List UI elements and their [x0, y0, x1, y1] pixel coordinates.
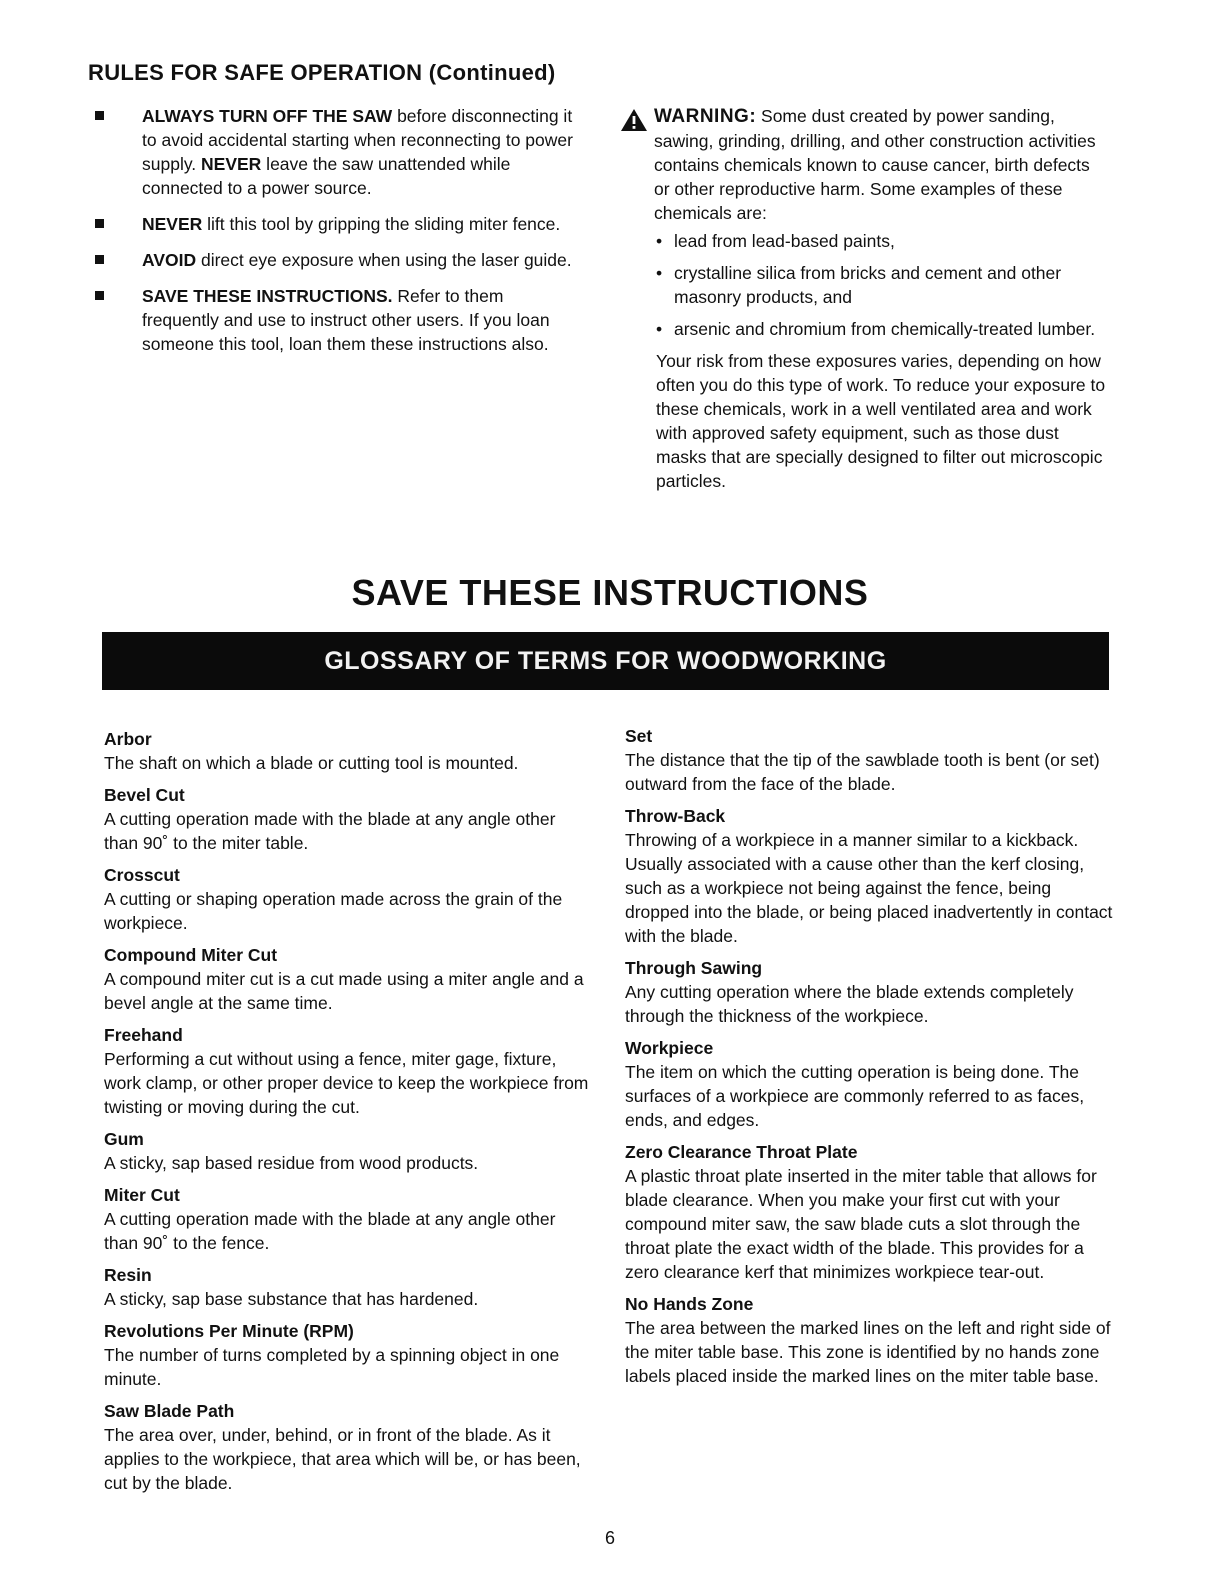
square-bullet-icon	[95, 291, 104, 300]
glossary-entry	[104, 783, 594, 855]
rule-body: lift this tool by gripping the sliding miter fence.	[202, 214, 561, 234]
section-heading: RULES FOR SAFE OPERATION (Continued)	[88, 60, 556, 85]
rule-text	[142, 248, 572, 272]
term-definition: The shaft on which a blade or cutting tool is mounted.	[104, 753, 519, 773]
save-instructions-title: SAVE THESE INSTRUCTIONS	[351, 572, 869, 613]
term-name: Throw-Back	[625, 806, 726, 826]
rule-emphasis: SAVE THESE INSTRUCTIONS.	[142, 286, 393, 306]
glossary-column-right	[625, 724, 1120, 1396]
rule-text	[142, 212, 560, 236]
square-bullet-icon	[95, 111, 104, 120]
term-definition: The number of turns completed by a spinning object in one minute.	[104, 1345, 560, 1389]
term-name: Arbor	[104, 729, 152, 749]
safety-rules-list	[95, 104, 585, 368]
term-name: Through Sawing	[625, 958, 763, 978]
warning-block	[620, 104, 1110, 493]
glossary-entry	[104, 1399, 594, 1495]
rule-body: before disconnecting it to avoid accidental starting when reconnecting to power supply.	[142, 106, 573, 174]
rule-body-2: leave the saw unattended while connected to a power source.	[142, 154, 511, 198]
rule-body: Refer to them frequently and use to instruct other users. If you loan someone this tool, loan them these instructions also.	[142, 286, 550, 354]
glossary-entry	[104, 863, 594, 935]
term-definition: A sticky, sap base substance that has hardened.	[104, 1289, 479, 1309]
rule-item	[95, 212, 585, 236]
term-definition: A cutting operation made with the blade at any angle other than 90˚ to the fence.	[104, 1209, 556, 1253]
chemicals-list	[656, 229, 1110, 341]
term-definition: A cutting or shaping operation made across the grain of the workpiece.	[104, 889, 563, 933]
term-name: Crosscut	[104, 865, 180, 885]
glossary-entry	[104, 1263, 594, 1311]
term-name: Miter Cut	[104, 1185, 180, 1205]
term-name: Set	[625, 726, 653, 746]
warning-intro-text: Some dust created by power sanding, sawing, grinding, drilling, and other construction activities contains chemicals known to cause cancer, birth defects or other reproductive harm. Some examples of these chemicals are:	[654, 106, 1096, 223]
term-definition: A plastic throat plate inserted in the miter table that allows for blade clearance. When you make your first cut with your compound miter saw, the saw blade cuts a slot through the throat plate the exact width of the blade. This provides for a zero clearance kerf that minimizes workpiece tear-out.	[625, 1166, 1097, 1282]
glossary-entry	[104, 1023, 594, 1119]
rule-body: direct eye exposure when using the laser guide.	[196, 250, 572, 270]
glossary-entry	[104, 1127, 594, 1175]
glossary-entry	[625, 804, 1120, 948]
term-definition: Performing a cut without using a fence, miter gage, fixture, work clamp, or other proper device to keep the workpiece from twisting or moving during the cut.	[104, 1049, 589, 1117]
rule-emphasis: ALWAYS TURN OFF THE SAW	[142, 106, 393, 126]
term-definition: A compound miter cut is a cut made using a miter angle and a bevel angle at the same time.	[104, 969, 584, 1013]
warning-label: WARNING:	[654, 106, 757, 127]
rule-item	[95, 284, 585, 356]
term-name: Bevel Cut	[104, 785, 185, 805]
rule-text	[142, 284, 585, 356]
term-name: Gum	[104, 1129, 144, 1149]
term-definition: The distance that the tip of the sawblade tooth is bent (or set) outward from the face of the blade.	[625, 750, 1100, 794]
glossary-entry	[625, 724, 1120, 796]
term-name: Compound Miter Cut	[104, 945, 278, 965]
square-bullet-icon	[95, 255, 104, 264]
square-bullet-icon	[95, 219, 104, 228]
page-number: 6	[604, 1528, 615, 1548]
rule-item	[95, 104, 585, 200]
warning-triangle-icon	[620, 108, 654, 225]
rule-emphasis: NEVER	[142, 214, 203, 234]
term-definition: Throwing of a workpiece in a manner similar to a kickback. Usually associated with a cause other than the kerf closing, such as a workpiece not being against the fence, being dropped into the blade, or being placed inadvertently in contact with the blade.	[625, 830, 1113, 946]
glossary-entry	[104, 1319, 594, 1391]
glossary-column-left	[104, 727, 594, 1503]
glossary-entry	[104, 943, 594, 1015]
rule-emphasis-2: NEVER	[201, 154, 262, 174]
term-definition: The area over, under, behind, or in front of the blade. As it applies to the workpiece, that area which will be, or has been, cut by the blade.	[104, 1425, 581, 1493]
term-definition: Any cutting operation where the blade extends completely through the thickness of the workpiece.	[625, 982, 1074, 1026]
term-name: No Hands Zone	[625, 1294, 754, 1314]
risk-paragraph: Your risk from these exposures varies, depending on how often you do this type of work. To reduce your exposure to these chemicals, work in a well ventilated area and work with approved safety equipment, such as those dust masks that are specially designed to filter out microscopic particles.	[656, 351, 1106, 491]
glossary-entry	[104, 727, 594, 775]
glossary-entry	[104, 1183, 594, 1255]
term-name: Zero Clearance Throat Plate	[625, 1142, 858, 1162]
term-name: Saw Blade Path	[104, 1401, 235, 1421]
term-name: Freehand	[104, 1025, 183, 1045]
rule-emphasis: AVOID	[142, 250, 197, 270]
rule-text	[142, 104, 585, 200]
list-item: • arsenic and chromium from chemically-treated lumber.	[656, 317, 1110, 341]
list-item: • lead from lead-based paints,	[656, 229, 1110, 253]
glossary-title: GLOSSARY OF TERMS FOR WOODWORKING	[324, 646, 887, 675]
glossary-banner	[102, 632, 1109, 690]
warning-intro	[620, 104, 1110, 225]
term-definition: The item on which the cutting operation is being done. The surfaces of a workpiece are commonly referred to as faces, ends, and edges.	[625, 1062, 1085, 1130]
list-item: • crystalline silica from bricks and cement and other masonry products, and	[656, 261, 1110, 309]
term-name: Workpiece	[625, 1038, 714, 1058]
rule-item	[95, 248, 585, 272]
glossary-entry	[625, 956, 1120, 1028]
term-name: Revolutions Per Minute (RPM)	[104, 1321, 354, 1341]
term-definition: A sticky, sap based residue from wood products.	[104, 1153, 479, 1173]
warning-text	[654, 104, 1110, 225]
glossary-entry	[625, 1292, 1120, 1388]
term-definition: A cutting operation made with the blade at any angle other than 90˚ to the miter table.	[104, 809, 556, 853]
glossary-entry	[625, 1140, 1120, 1284]
glossary-entry	[625, 1036, 1120, 1132]
term-name: Resin	[104, 1265, 152, 1285]
term-definition: The area between the marked lines on the left and right side of the miter table base. This zone is identified by no hands zone labels placed inside the marked lines on the miter table base.	[625, 1318, 1111, 1386]
